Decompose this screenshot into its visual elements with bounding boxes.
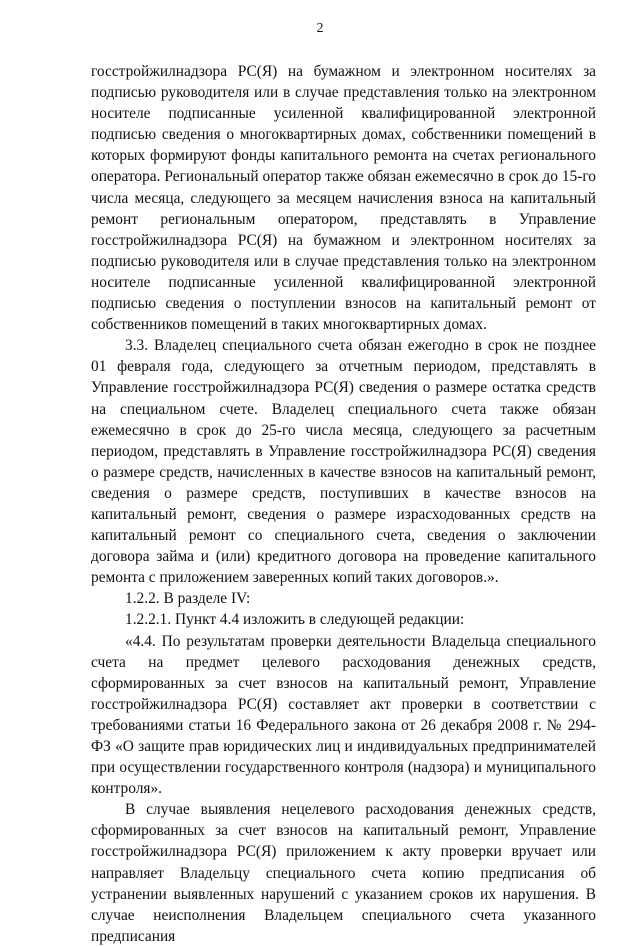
paragraph-clause-1-2-2-1: 1.2.2.1. Пункт 4.4 изложить в следующей редакции: [125, 611, 465, 629]
paragraph-clause-3-3: 3.3. Владелец специального счета обязан ежегодно в срок не позднее 01 февраля года, следующего за отчетным периодом, представлять в Управление госстройжилнадзора РС(Я) сведения о размере остатка средств на специальном счете. Владелец специального счета также обязан ежемесячно в срок до 25-го числа месяца, следующего за расчетным периодом, представлять в Управление госстройжилнадзора РС(Я) сведения о размере средств, начисленных в качестве взносов на капитальный ремонт, сведения о размере средств, поступивших в качестве взносов на капитальный ремонт, сведения о размере израсходованных средств на капитальный ремонт со специального счета, сведения о заключении договора займа и (или) кредитного договора на проведение капитального ремонта с приложением заверенных копий таких договоров.». [91, 337, 596, 587]
document-body [91, 61, 596, 947]
paragraph-misuse-case: В случае выявления нецелевого расходования денежных средств, сформированных за счет взносов на капитальный ремонт, Управление госстройжилнадзора РС(Я) приложением к акту проверки вручает или направляет Владельцу специального счета копию предписания об устранении выявленных нарушений с указанием сроков их нарушения. В случае неисполнения Владельцем специального счета указанного предписания [91, 801, 596, 945]
page-number: 2 [316, 21, 324, 36]
paragraph-clause-1-2-2: 1.2.2. В разделе IV: [125, 590, 251, 608]
paragraph-continuation: госстройжилнадзора РС(Я) на бумажном и электронном носителях за подписью руководителя или в случае представления только на электронном носителе подписанные усиленной квалифицированной электронной подписью сведения о многоквартирных домах, собственники помещений в которых формируют фонды капитального ремонта на счетах регионального оператора. Региональный оператор также обязан ежемесячно в срок до 15-го числа месяца, следующего за месяцем начисления взноса на капитальный ремонт региональным оператором, представлять в Управление госстройжилнадзора РС(Я) на бумажном и электронном носителях за подписью руководителя или в случае представления только на электронном носителе подписанные усиленной квалифицированной электронной подписью сведения о поступлении взносов на капитальный ремонт от собственников помещений в таких многоквартирных домах. [91, 63, 596, 334]
paragraph-clause-4-4: «4.4. По результатам проверки деятельности Владельца специального счета на предмет целевого расходования денежных средств, сформированных за счет взносов на капитальный ремонт, Управление госстройжилнадзора РС(Я) составляет акт проверки в соответствии с требованиями статьи 16 Федерального закона от 26 декабря 2008 г. № 294-ФЗ «О защите прав юридических лиц и индивидуальных предпринимателей при осуществлении государственного контроля (надзора) и муниципального контроля». [91, 632, 596, 798]
